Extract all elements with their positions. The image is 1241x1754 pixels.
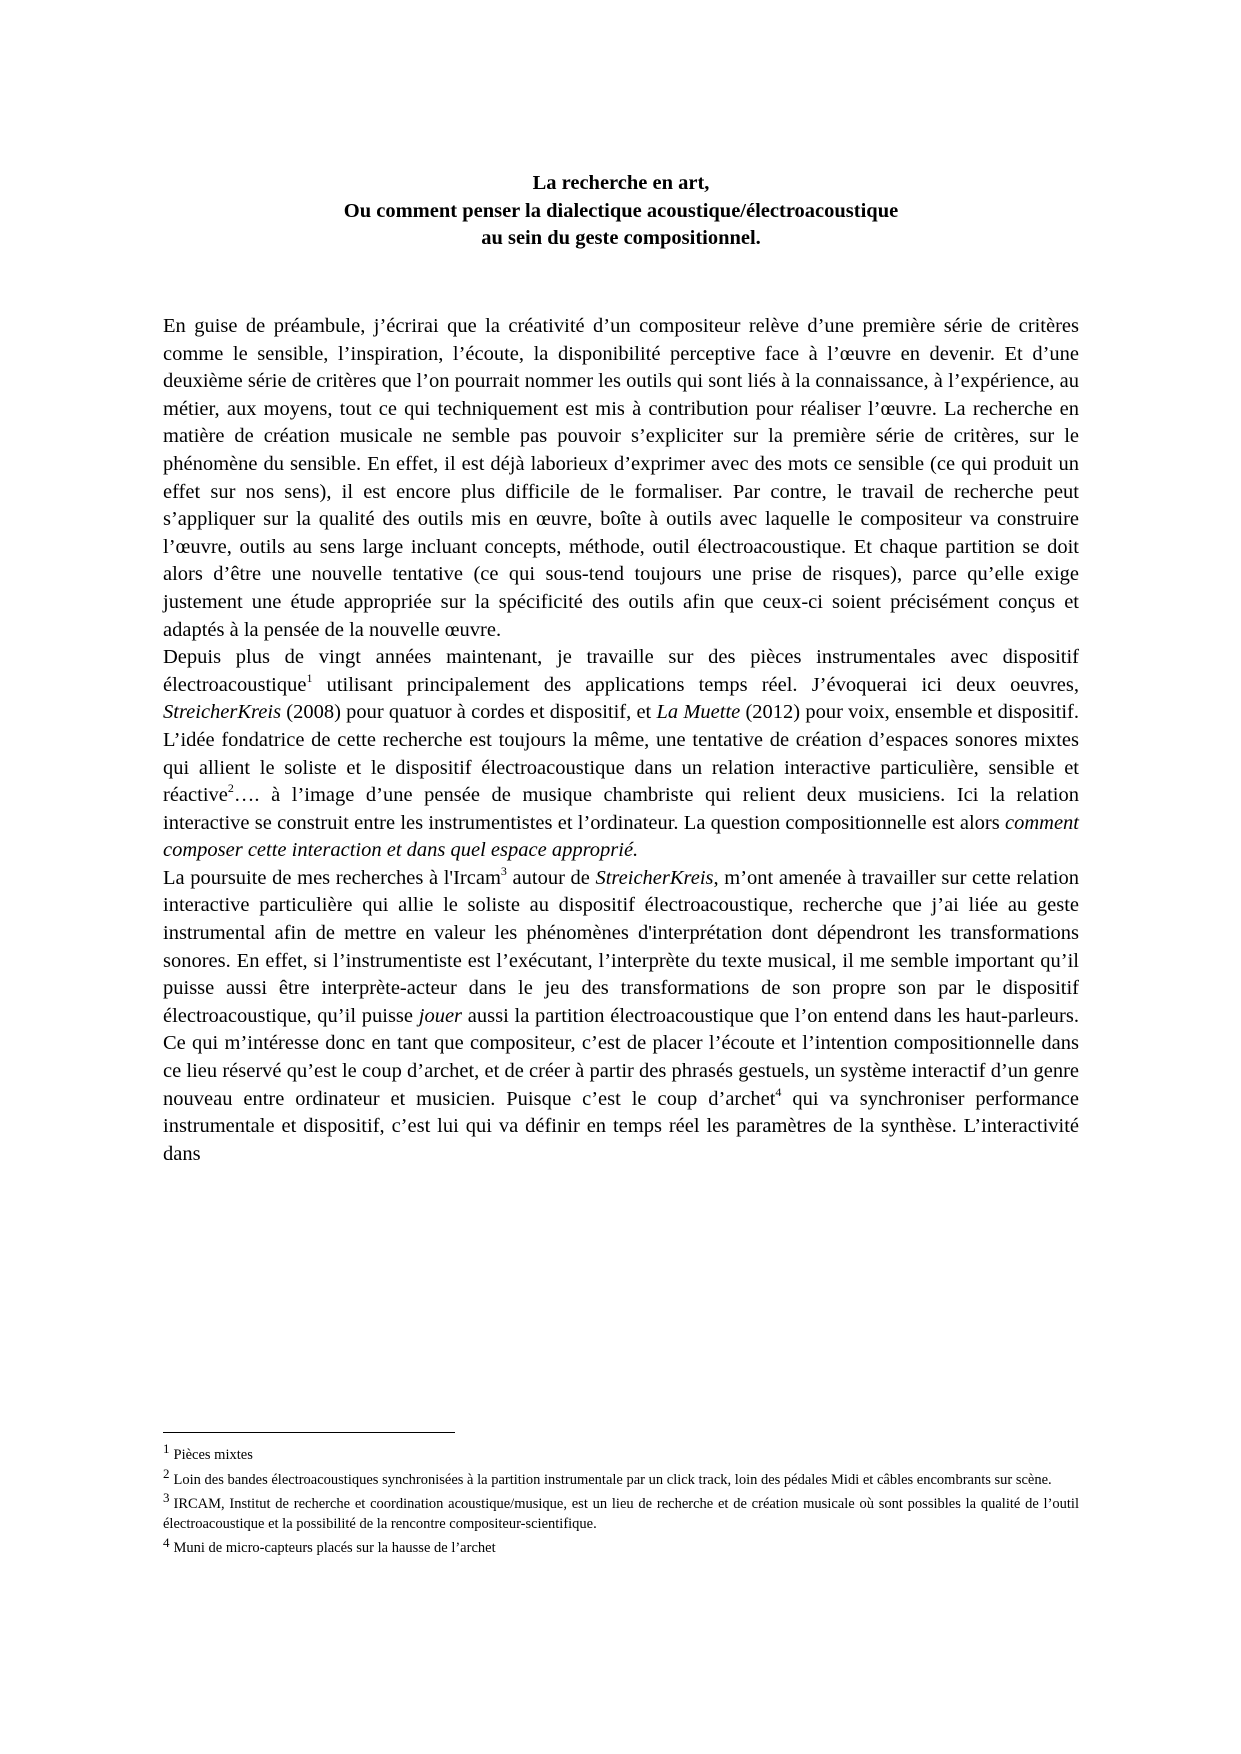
p3-text-d: aussi la partition électroacoustique que l’on entend dans les haut-parleurs. Ce qui m’intéresse donc en tant que compositeur, c’est de placer l’écoute et l’intention compositionnelle dans ce lieu réservé qu’est le coup d’archet, et de créer à partir des phrasés gestuels, un système interactif d’un genre nouveau entre ordinateur et musicien. Puisque c’est le coup d’archet: [163, 1004, 1079, 1110]
work-title-streicherkreis-2: StreicherKreis: [595, 866, 714, 889]
p3-text-e: qui va synchroniser performance instrumentale et dispositif, c’est lui qui va définir en temps réel les paramètres de la synthèse. L’interactivité dans: [163, 1087, 1079, 1165]
paragraph-preamble: En guise de préambule, j’écrirai que la créativité d’un compositeur relève d’une première série de critères comme le sensible, l’inspiration, l’écoute, la disponibilité perceptive face à l’œuvre en devenir. Et d’une deuxième série de critères que l’on pourrait nommer les outils qui sont liés à la connaissance, à l’expérience, au métier, aux moyens, tout ce qui techniquement est mis à contribution pour réaliser l’œuvre. La recherche en matière de création musicale ne semble pas pouvoir s’expliciter sur la première série de critères, sur le phénomène du sensible. En effet, il est déjà laborieux d’exprimer avec des mots ce sensible (ce qui produit un effet sur nos sens), il est encore plus difficile de le formaliser. Par contre, le travail de recherche peut s’appliquer sur la qualité des outils mis en œuvre, boîte à outils avec laquelle le compositeur va construire l’œuvre, outils au sens large incluant concepts, méthode, outil électroacoustique. Et chaque partition se doit alors d’être une nouvelle tentative (ce qui sous-tend toujours une prise de risques), parce qu’elle exige justement une étude appropriée sur la spécificité des outils afin que ceux-ci soient précisément conçus et adaptés à la pensée de la nouvelle œuvre.: [163, 315, 1079, 641]
footnotes: [163, 1441, 1079, 1564]
footnote-number: 3: [163, 1490, 170, 1506]
body-text: [163, 313, 1079, 1168]
footnote-text: Loin des bandes électroacoustiques synchronisées à la partition instrumentale par un click track, loin des pédales Midi et câbles encombrants sur scène.: [173, 1471, 1052, 1488]
footnote-3: [163, 1490, 1079, 1534]
paragraph-ircam-research: [163, 865, 1079, 1169]
p3-text-c: , m’ont amenée à travailler sur cette relation interactive particulière qui allie le soliste au dispositif électroacoustique, recherche que j’ai liée au geste instrumental afin de mettre en valeur les phénomènes d'interprétation dont dépendront les transformations sonores. En effet, si l’instrumentiste est l’exécutant, l’interprète du texte musical, il me semble important qu’il puisse aussi être interprète-acteur dans le jeu des transformations de son propre son par le dispositif électroacoustique, qu’il puisse: [163, 866, 1079, 1027]
p2-text-e: …. à l’image d’une pensée de musique chambriste qui relient deux musiciens. Ici la relation interactive se construit entre les instrumentistes et l’ordinateur. La question compositionnelle est alors: [163, 784, 1079, 834]
p3-text-b: autour de: [506, 866, 596, 889]
footnote-number: 1: [163, 1441, 170, 1457]
paragraph-works: [163, 644, 1079, 865]
footnote-2: [163, 1465, 1079, 1491]
footnote-ref-1: 1: [306, 670, 313, 685]
title-line-2: Ou comment penser la dialectique acoustique/électroacoustique: [343, 199, 899, 222]
p2-text-c: (2008) pour quatuor à cordes et dispositif, et: [281, 701, 657, 724]
document-title: [163, 170, 1079, 253]
footnote-ref-3: 3: [500, 864, 507, 879]
title-line-3: au sein du geste compositionnel.: [481, 227, 761, 249]
footnote-text: Muni de micro-capteurs placés sur la hausse de l’archet: [173, 1540, 496, 1557]
footnote-1: [163, 1441, 1079, 1466]
p2-text-b: utilisant principalement des applications temps réel. J’évoquerai ici deux oeuvres,: [312, 673, 1079, 696]
footnote-ref-4: 4: [775, 1084, 782, 1099]
emphasis-jouer: jouer: [418, 1004, 463, 1027]
footnote-ref-2: 2: [227, 781, 234, 796]
footnote-number: 4: [163, 1534, 170, 1550]
work-title-la-muette: La Muette: [656, 701, 741, 724]
footnote-text: IRCAM, Institut de recherche et coordination acoustique/musique, est un lieu de recherche et de création musicale où sont possibles la qualité de l’outil électroacoustique et la possibilité de la rencontre compositeur-scientifique.: [163, 1496, 1079, 1532]
work-title-streicherkreis: StreicherKreis: [163, 701, 282, 724]
footnote-4: [163, 1534, 1079, 1559]
p3-text-a: La poursuite de mes recherches à l'Ircam: [163, 866, 501, 889]
compositional-question: comment composer cette interaction et dans quel espace approprié.: [163, 811, 1079, 862]
footnote-separator: [163, 1432, 455, 1433]
footnote-number: 2: [163, 1465, 170, 1481]
p2-text-d: (2012) pour voix, ensemble et dispositif. L’idée fondatrice de cette recherche est toujours la même, une tentative de création d’espaces sonores mixtes qui allient le soliste et le dispositif électroacoustique dans un relation interactive particulière, sensible et réactive: [163, 701, 1080, 807]
footnote-text: Pièces mixtes: [173, 1447, 253, 1463]
p2-text-a: Depuis plus de vingt années maintenant, je travaille sur des pièces instrumentales avec dispositif électroacoustique: [163, 646, 1079, 696]
title-line-1: La recherche en art,: [532, 172, 710, 194]
